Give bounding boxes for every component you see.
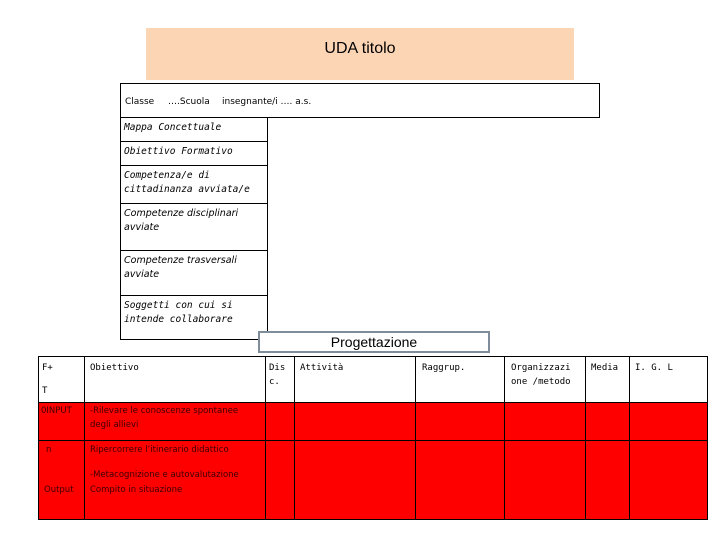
competenze-disciplinari-box <box>120 204 268 251</box>
row-phase: 0INPUT <box>41 406 72 416</box>
row-divider <box>38 402 708 403</box>
obiettivo-formativo-box <box>120 142 268 166</box>
header-igl: I. G. L <box>635 363 673 373</box>
col-divider <box>294 356 295 520</box>
header-organizzazione: Organizzazi one /metodo <box>511 363 571 387</box>
row-objective: -Metacognizione e autovalutazione <box>90 470 239 480</box>
soggetti-label: Soggetti con cui si intende collaborare <box>124 300 233 325</box>
obiettivo-formativo-label: Obiettivo Formativo <box>124 146 233 157</box>
page-title: UDA titolo <box>324 40 396 57</box>
header-ft: F+ <box>42 363 53 373</box>
row-divider <box>38 440 708 441</box>
classe-label: Classe <box>125 97 155 107</box>
row-objective: -Rilevare le conoscenze spontanee degli allievi <box>90 406 239 430</box>
title-box <box>146 28 574 80</box>
mappa-concettuale-label: Mappa Concettuale <box>124 122 222 133</box>
soggetti-box <box>120 296 268 340</box>
col-divider <box>629 356 630 520</box>
scuola-label: ….Scuola <box>168 97 210 107</box>
competenze-trasversali-box <box>120 251 268 296</box>
progettazione-banner: Progettazione <box>258 331 490 353</box>
header-media: Media <box>591 363 619 373</box>
col-divider <box>585 356 586 520</box>
col-divider <box>265 356 266 520</box>
header-disc: Dis c. <box>269 363 286 387</box>
mappa-concettuale-box <box>120 118 268 142</box>
header-info-box <box>120 83 600 118</box>
header-raggrup: Raggrup. <box>422 363 466 373</box>
row-objective: Compito in situazione <box>90 485 183 495</box>
competenze-trasversali-label: Competenze trasversali avviate <box>124 255 237 280</box>
header-attivita: Attività <box>300 363 344 373</box>
header-obiettivo: Obiettivo <box>90 363 139 373</box>
row-phase: n <box>46 445 52 455</box>
insegnante-label: insegnante/i …. a.s. <box>222 97 312 107</box>
col-divider <box>504 356 505 520</box>
row-phase: Output <box>44 485 74 495</box>
competenze-cittadinanza-label: Competenza/e di cittadinanza avviata/e <box>124 170 250 195</box>
header-t: T <box>42 386 48 396</box>
col-divider <box>415 356 416 520</box>
competenze-disciplinari-label: Competenze disciplinari avviate <box>124 208 239 233</box>
row-objective: Ripercorrere l’itinerario didattico <box>90 445 229 455</box>
competenze-cittadinanza-box <box>120 166 268 204</box>
col-divider <box>84 356 85 520</box>
